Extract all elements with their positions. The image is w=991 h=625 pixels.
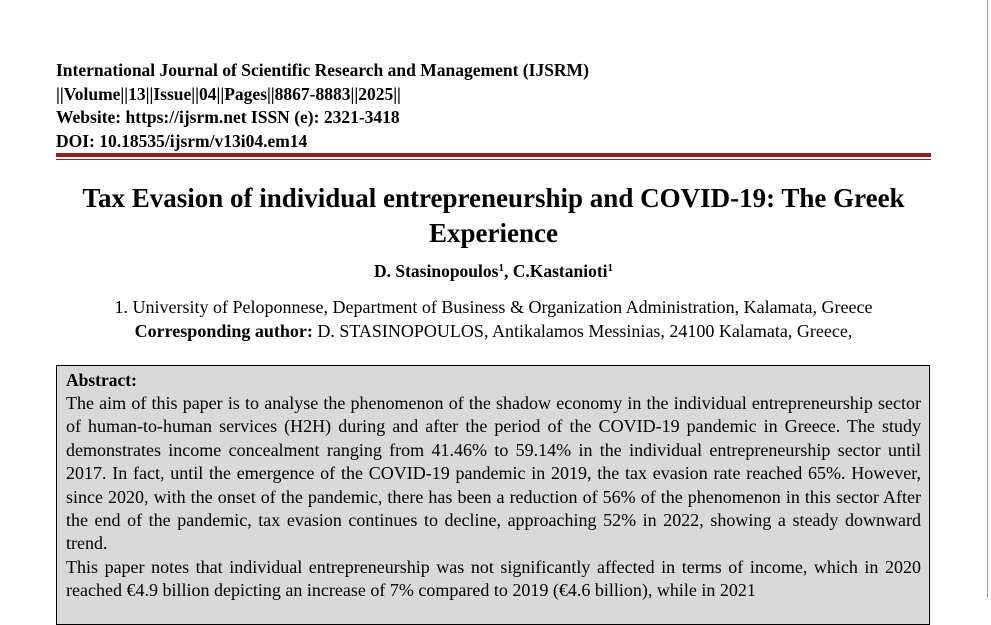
author-list: D. Stasinopoulos$^1$, C.Kastanioti$^1$ <box>373 261 614 281</box>
paper-title: Tax Evasion of individual entrepreneurship and COVID-19: The Greek Experience <box>82 183 905 248</box>
journal-doi: DOI: 10.18535/ijsrm/v13i04.em14 <box>56 130 308 151</box>
corresponding-details: D. STASINOPOULOS, Antikalamos Messinias, 24100 Kalamata, Greece, <box>312 321 853 341</box>
affiliation-block <box>56 295 931 343</box>
affiliation: 1. University of Peloponnese, Department of Business & Organization Administration, Kalamata, Greece <box>114 297 873 317</box>
author-affiliation-mark: 1 <box>607 262 614 274</box>
corresponding-author <box>56 319 931 343</box>
journal-name: International Journal of Scientific Research and Management (IJSRM) <box>56 60 589 80</box>
corresponding-label: Corresponding author: <box>134 321 313 341</box>
author-affiliation-mark: 1 <box>498 262 504 274</box>
abstract-box <box>56 365 930 625</box>
journal-header <box>56 59 589 153</box>
header-divider-thin <box>56 159 931 160</box>
author-name: C.Kastanioti <box>512 261 608 281</box>
abstract-label: Abstract: <box>66 370 137 390</box>
journal-volume: ||Volume||13||Issue||04||Pages||8867-8883||2025|| <box>56 83 401 104</box>
page-edge-line <box>987 0 988 598</box>
journal-website: Website: https://ijsrm.net ISSN (e): 2321-3418 <box>56 107 400 127</box>
abstract-paragraph: The aim of this paper is to analyse the phenomenon of the shadow economy in the individual entrepreneurship sector of human-to-human services (H2H) during and after the period of the COVID-19 pandemic in Greece. The study demonstrates income concealment ranging from 41.46% to 59.14% in the individual entrepreneurship sector until 2017. In fact, until the emergence of the COVID-19 pandemic in 2019, the tax evasion rate reached 65%. However, since 2020, with the onset of the pandemic, there has been a reduction of 56% of the phenomenon in this sector After the end of the pandemic, tax evasion continues to decline, approaching 52% in 2022, showing a steady downward trend. <box>66 393 921 554</box>
abstract-paragraph: This paper notes that individual entrepreneurship was not significantly affected in terms of income, which in 2020 reached €4.9 billion depicting an increase of 7% compared to 2019 (€4.6 billion), while in 2021 <box>66 556 921 601</box>
author-name: D. Stasinopoulos <box>373 261 499 281</box>
header-divider <box>56 153 931 157</box>
